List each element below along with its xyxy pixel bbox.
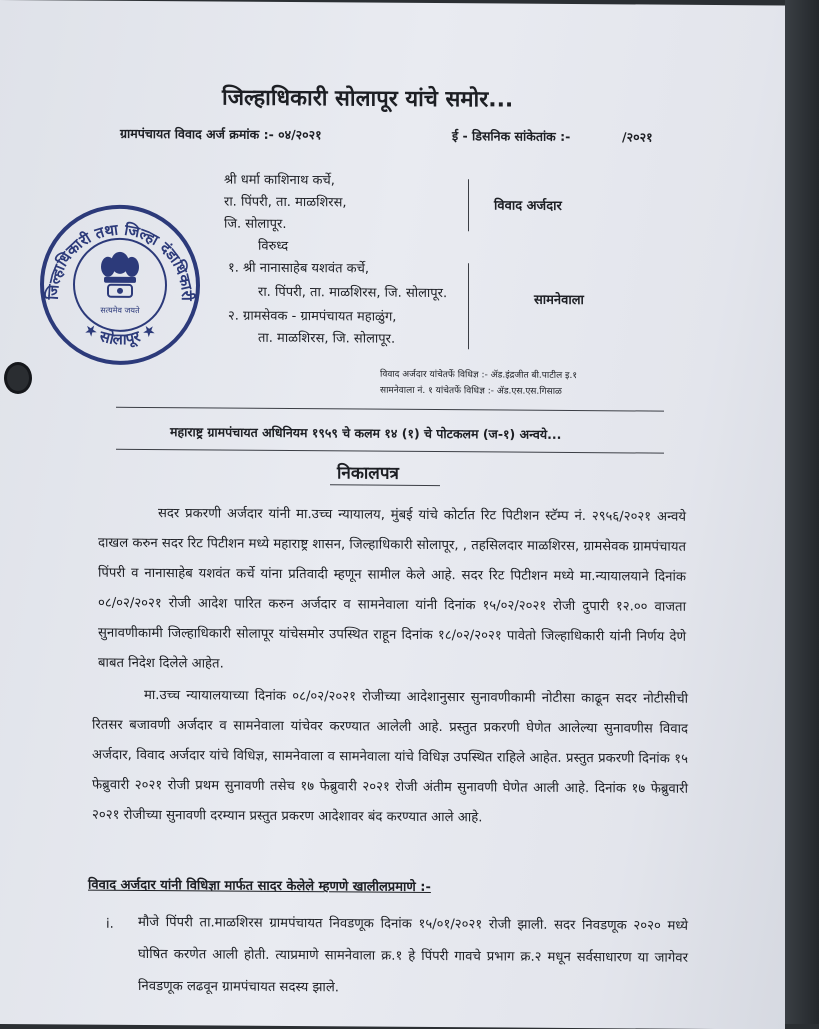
versus-label: विरुध्द [258,238,289,255]
submission-subheading: विवाद अर्जदार यांनी विधिज्ञा मार्फत सादर केलेले म्हणणे खालीलप्रमाणे :- [88,877,431,896]
divider-rule [116,407,664,412]
respondent-brace [462,263,469,349]
document-title: जिल्हाधिकारी सोलापूर यांचे समोर... [222,85,514,113]
applicant-role: विवाद अर्जदार [494,198,562,214]
advocate-line: सामनेवाला नं. १ यांचेतर्फे विधिज्ञ :- ॲड.एस.एस.गिसाळ [380,385,562,397]
heading-underline [330,484,440,486]
applicant-line: रा. पिंपरी, ता. माळशिरस, [224,194,347,211]
collector-seal [36,200,204,369]
punch-hole [4,362,32,394]
respondent-line: १. श्री नानासाहेब यशवंत कर्चे, [228,260,370,277]
point-one-text: मौजे पिंपरी ता.माळशिरस ग्रामपंचायत निवडणूक दिनांक १५/०१/२०२१ रोजी झाली. सदर निवडणूक २०२० मध्ये घोषित करणेत आली होती. त्याप्रमाणे सामनेवाला क्र.१ हे पिंपरी गावचे प्रभाग क्र.२ मधून सर्वसाधारण या जागेवर निवडणूक लढवून ग्रामपंचायत सदस्य झाले. [138,914,688,996]
emblem-caption: सत्यमेव जयते [100,305,140,315]
respondent-line: रा. पिंपरी, ता. माळशिरस, जि. सोलापूर. [258,284,448,302]
case-number: ग्रामपंचायत विवाद अर्ज क्रमांक :- ०४/२०२१ [120,125,322,143]
e-dispatch-label: ई - डिसनिक सांकेतांक :- [452,128,571,144]
applicant-brace [462,179,469,231]
seal-bottom-text: ★ सोलापूर ★ [80,319,160,349]
national-emblem-icon [101,252,139,297]
judgment-heading: निकालपत्र [337,463,399,484]
divider-rule [116,449,664,454]
advocate-line: विवाद अर्जदार यांचेतर्फे विधिज्ञ :- ॲड.इंद्रजीत बी.पाटील इ.१ [380,369,577,382]
applicant-line: जि. सोलापूर. [224,216,287,232]
point-numeral: i. [106,916,114,932]
act-reference: महाराष्ट्र ग्रामपंचायत अधिनियम १९५९ चे कलम १४ (१) चे पोटकलम (ज-१) अन्वये... [170,424,562,442]
background-edge [785,0,819,1024]
respondent-line: २. ग्रामसेवक - ग्रामपंचायत महाळुंग, [228,308,397,325]
applicant-line: श्री धर्मा काशिनाथ कर्चे, [224,172,335,189]
paragraph-two: मा.उच्च न्यायालयाच्या दिनांक ०८/०२/२०२१ रोजीच्या आदेशानुसार सुनावणीकामी नोटीसा काढून सदर नोटीसीची रितसर बजावणी अर्जदार व सामनेवाला यांचेवर करण्यात आलेली आहे. प्रस्तुत प्रकरणी घेणेत आलेल्या सुनावणीस विवाद अर्जदार, विवाद अर्जदार यांचे विधिज्ञ, सामनेवाला व सामनेवाला यांचे विधिज्ञ उपस्थित राहिले आहेत. प्रस्तुत प्रकरणी दिनांक १५ फेब्रुवारी २०२१ रोजी प्रथम सुनावणी तसेच १७ फेब्रुवारी २०२१ रोजी अंतीम सुनावणी घेणेत आली आहे. दिनांक १७ फेब्रुवारी २०२१ रोजीच्या सुनावणी दरम्यान प्रस्तुत प्रकरण आदेशावर बंद करण्यात आले आहे. [92,688,688,826]
paragraph-one: सदर प्रकरणी अर्जदार यांनी मा.उच्च न्यायालय, मुंबई यांचे कोर्टात रिट पिटीशन स्टॅम्प नं. २९५६/२०२१ अन्वये दाखल करुन सदर रिट पिटीशन मध्ये महाराष्ट्र शासन, जिल्हाधिकारी सोलापूर, , तहसिलदार माळशिरस, ग्रामसेवक ग्रामपंचायत पिंपरी व नानासाहेब यशवंत कर्चे यांना प्रतिवादी म्हणून सामील केले आहे. सदर रिट पिटीशन मध्ये मा.न्यायालयाने दिनांक ०८/०२/२०२१ रोजी आदेश पारित करुन अर्जदार व सामनेवाला यांनी दिनांक १५/०२/२०२१ रोजी दुपारी १२.०० वाजता सुनावणीकामी जिल्हाधिकारी सोलापूर यांचेसमोर उपस्थित राहून दिनांक १८/०२/२०२१ पावेतो जिल्हाधिकारी यांनी निर्णय देणे बाबत निदेश दिलेले आहेत. [98,506,686,672]
e-dispatch-year: /२०२१ [622,129,653,145]
respondent-line: ता. माळशिरस, जि. सोलापूर. [258,330,396,347]
seal-arc-text: जिल्हाधिकारी तथा जिल्हा दंडाधिकारी [43,220,197,301]
respondent-role: सामनेवाला [534,292,584,309]
